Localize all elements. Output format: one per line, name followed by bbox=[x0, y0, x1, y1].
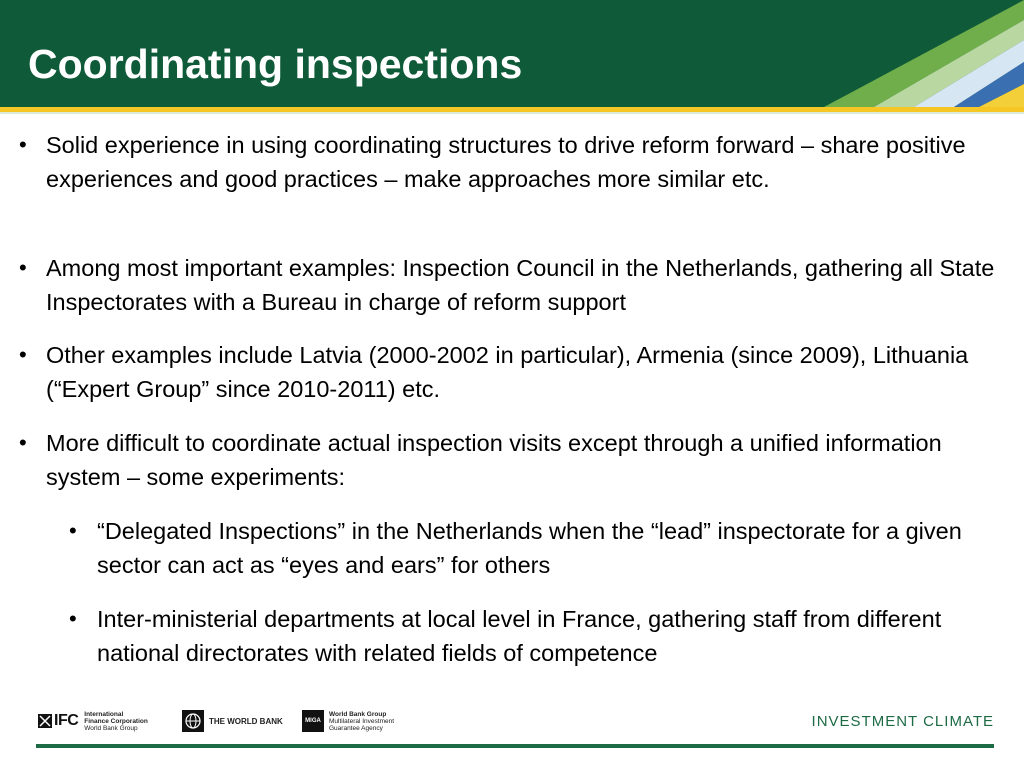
world-bank-label: THE WORLD BANK bbox=[209, 716, 283, 726]
footer-logos bbox=[38, 708, 438, 736]
world-bank-globe-icon bbox=[182, 710, 204, 732]
bullet-item bbox=[19, 338, 1006, 406]
bullet-dot-icon: • bbox=[69, 606, 77, 631]
bullet-text: “Delegated Inspections” in the Netherlands when the “lead” inspectorate for a given sector can act as “eyes and ears” for others bbox=[97, 518, 962, 578]
bullet-text: Among most important examples: Inspection Council in the Netherlands, gathering all State Inspectorates with a Bureau in charge of reform support bbox=[46, 255, 995, 315]
miga-logo bbox=[302, 708, 394, 734]
ifc-logo bbox=[38, 708, 148, 734]
ifc-name: International Finance Corporation World Bank Group bbox=[84, 710, 148, 732]
bullet-text: More difficult to coordinate actual inspection visits except through a unified information system – some experiments: bbox=[46, 430, 942, 490]
bullet-dot-icon: • bbox=[19, 342, 27, 367]
footer-brand: INVESTMENT CLIMATE bbox=[811, 713, 994, 730]
bullet-dot-icon: • bbox=[19, 132, 27, 157]
bullet-dot-icon: • bbox=[69, 518, 77, 543]
bullet-text: Inter-ministerial departments at local level in France, gathering staff from different national directorates with related fields of competence bbox=[97, 606, 942, 666]
bullet-dot-icon: • bbox=[19, 430, 27, 455]
bullet-text: Other examples include Latvia (2000-2002 in particular), Armenia (since 2009), Lithuania (“Expert Group” since 2010-2011) etc. bbox=[46, 342, 969, 402]
header-swoosh-graphic bbox=[764, 0, 1024, 107]
bullet-text: Solid experience in using coordinating structures to drive reform forward – share positive experiences and good practices – make approaches more similar etc. bbox=[46, 132, 966, 192]
slide-title: Coordinating inspections bbox=[28, 41, 523, 87]
world-bank-logo bbox=[182, 708, 283, 734]
sub-bullet-item bbox=[69, 514, 1017, 582]
bullet-item bbox=[19, 251, 1006, 319]
ifc-emblem-icon bbox=[38, 714, 52, 728]
bullet-dot-icon: • bbox=[19, 255, 27, 280]
bullet-item bbox=[19, 128, 1006, 196]
miga-mark: MIGA bbox=[302, 710, 324, 732]
bullet-item bbox=[19, 426, 1006, 494]
ifc-mark: IFC bbox=[54, 712, 79, 729]
sub-bullet-item bbox=[69, 602, 1017, 670]
miga-name: World Bank Group Multilateral Investment Guarantee Agency bbox=[329, 710, 395, 732]
slide-header bbox=[0, 0, 1024, 107]
header-light-rule bbox=[0, 112, 1024, 114]
footer-rule bbox=[36, 744, 994, 748]
